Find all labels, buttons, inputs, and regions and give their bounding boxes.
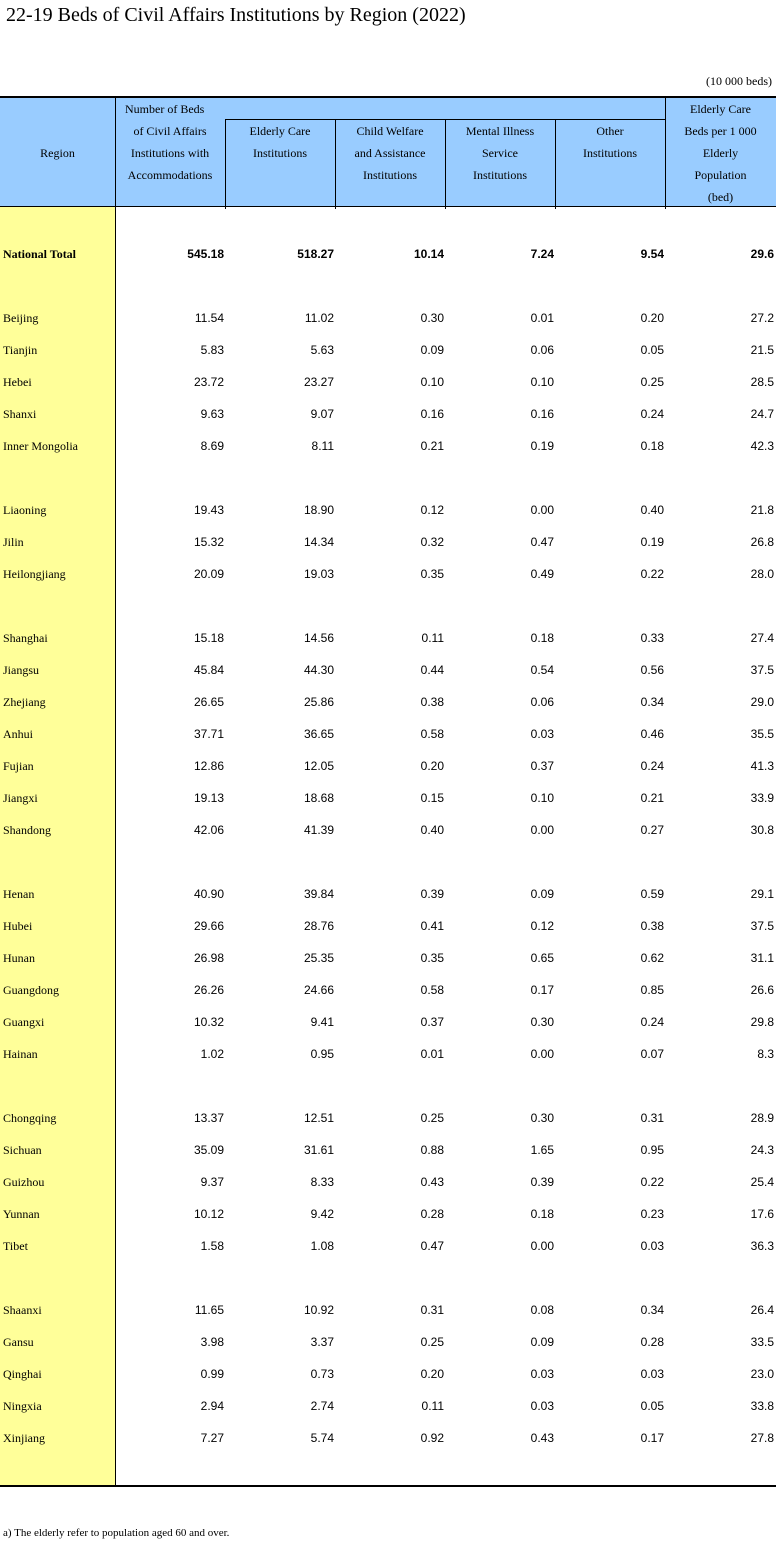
table-row [0, 500, 776, 520]
value-cell: 0.17 [530, 983, 554, 997]
value-cell: 0.05 [640, 343, 664, 357]
value-cell: 42.06 [193, 823, 224, 837]
value-cell: 7.27 [200, 1431, 224, 1445]
value-cell: 0.58 [420, 983, 444, 997]
value-cell: 0.54 [530, 663, 554, 677]
value-cell: 0.12 [420, 503, 444, 517]
region-cell: Gansu [3, 1335, 34, 1349]
header-region: Region [40, 146, 75, 160]
table-row [0, 948, 776, 968]
value-cell: 0.30 [530, 1111, 554, 1125]
value-cell: 0.19 [530, 439, 554, 453]
header-per1000-line: Elderly [702, 146, 739, 160]
value-cell: 9.37 [200, 1175, 224, 1189]
table-header [0, 96, 776, 207]
table-row [0, 660, 776, 680]
region-cell: Henan [3, 887, 35, 901]
header-child-line: Child Welfare [356, 124, 424, 138]
table-row [0, 1140, 776, 1160]
value-cell: 5.63 [310, 343, 334, 357]
value-cell: 26.26 [193, 983, 224, 997]
value-cell: 41.39 [303, 823, 334, 837]
table-row [0, 916, 776, 936]
table-row [0, 1332, 776, 1352]
value-cell: 23.27 [303, 375, 334, 389]
table-row [0, 1428, 776, 1448]
value-cell: 0.00 [530, 823, 554, 837]
value-cell: 24.66 [303, 983, 334, 997]
region-cell: National Total [3, 247, 77, 261]
table-row [0, 1204, 776, 1224]
value-cell: 0.24 [640, 1015, 664, 1029]
value-cell: 11.02 [304, 311, 334, 325]
value-cell: 0.25 [420, 1111, 444, 1125]
table-row [0, 1172, 776, 1192]
table-row [0, 884, 776, 904]
value-cell: 30.8 [750, 823, 774, 837]
value-cell: 0.03 [640, 1239, 664, 1253]
region-cell: Beijing [3, 311, 39, 325]
value-cell: 26.65 [193, 695, 224, 709]
value-cell: 11.54 [194, 311, 224, 325]
value-cell: 0.23 [640, 1207, 664, 1221]
value-cell: 31.1 [750, 951, 774, 965]
value-cell: 9.54 [640, 247, 664, 261]
value-cell: 8.69 [200, 439, 224, 453]
value-cell: 33.8 [750, 1399, 774, 1413]
value-cell: 0.18 [530, 631, 554, 645]
value-cell: 0.35 [420, 567, 444, 581]
region-cell: Tibet [3, 1239, 28, 1253]
value-cell: 0.21 [420, 439, 444, 453]
table-row [0, 1044, 776, 1064]
region-cell: Guangdong [3, 983, 59, 997]
value-cell: 44.30 [303, 663, 334, 677]
value-cell: 0.22 [640, 567, 664, 581]
value-cell: 12.05 [303, 759, 334, 773]
header-elderly-line: Elderly Care [249, 124, 311, 138]
value-cell: 1.02 [200, 1047, 224, 1061]
value-cell: 23.72 [193, 375, 224, 389]
value-cell: 1.58 [200, 1239, 224, 1253]
value-cell: 45.84 [193, 663, 224, 677]
value-cell: 0.18 [530, 1207, 554, 1221]
table-row [0, 1364, 776, 1384]
value-cell: 0.03 [530, 1367, 554, 1381]
value-cell: 19.43 [193, 503, 224, 517]
value-cell: 0.17 [640, 1431, 664, 1445]
value-cell: 0.06 [530, 695, 554, 709]
value-cell: 28.5 [750, 375, 774, 389]
value-cell: 0.47 [530, 535, 554, 549]
value-cell: 10.92 [303, 1303, 334, 1317]
region-cell: Tianjin [3, 343, 38, 357]
header-total-line: Accommodations [127, 168, 213, 182]
value-cell: 2.74 [310, 1399, 334, 1413]
value-cell: 0.37 [530, 759, 554, 773]
region-cell: Ningxia [3, 1399, 42, 1413]
value-cell: 29.8 [750, 1015, 774, 1029]
value-cell: 0.59 [640, 887, 664, 901]
value-cell: 2.94 [200, 1399, 224, 1413]
value-cell: 9.41 [310, 1015, 334, 1029]
value-cell: 17.6 [750, 1207, 774, 1221]
region-cell: Shanxi [3, 407, 37, 421]
table-row [0, 532, 776, 552]
region-cell: Jiangsu [3, 663, 39, 677]
value-cell: 37.71 [193, 727, 224, 741]
table-row [0, 404, 776, 424]
value-cell: 0.10 [530, 791, 554, 805]
region-cell: Liaoning [3, 503, 47, 517]
region-cell: Guizhou [3, 1175, 45, 1189]
value-cell: 0.01 [530, 311, 554, 325]
value-cell: 0.20 [420, 1367, 444, 1381]
region-cell: Shandong [3, 823, 51, 837]
value-cell: 0.88 [420, 1143, 444, 1157]
value-cell: 27.2 [750, 311, 774, 325]
value-cell: 0.46 [640, 727, 664, 741]
value-cell: 40.90 [193, 887, 224, 901]
value-cell: 0.43 [420, 1175, 444, 1189]
value-cell: 21.5 [750, 343, 774, 357]
value-cell: 31.61 [303, 1143, 334, 1157]
value-cell: 36.65 [303, 727, 334, 741]
region-cell: Guangxi [3, 1015, 45, 1029]
value-cell: 13.37 [193, 1111, 224, 1125]
value-cell: 0.38 [640, 919, 664, 933]
value-cell: 37.5 [750, 919, 774, 933]
value-cell: 0.11 [421, 631, 444, 645]
region-cell: Hunan [3, 951, 35, 965]
value-cell: 3.37 [310, 1335, 334, 1349]
value-cell: 9.07 [310, 407, 334, 421]
value-cell: 0.49 [530, 567, 554, 581]
value-cell: 0.25 [640, 375, 664, 389]
value-cell: 14.34 [303, 535, 334, 549]
table-row [0, 628, 776, 648]
value-cell: 0.95 [310, 1047, 334, 1061]
header-child [335, 120, 445, 186]
header-per1000-line: Beds per 1 000 [684, 124, 757, 138]
value-cell: 23.0 [750, 1367, 774, 1381]
header-bottom-line [0, 206, 776, 207]
header-child-line: Institutions [362, 168, 417, 182]
value-cell: 0.34 [640, 1303, 664, 1317]
value-cell: 29.1 [750, 887, 774, 901]
region-cell: Hainan [3, 1047, 38, 1061]
value-cell: 0.06 [530, 343, 554, 357]
header-mental [445, 120, 555, 186]
value-cell: 33.9 [750, 791, 774, 805]
value-cell: 0.43 [530, 1431, 554, 1445]
table-row [0, 724, 776, 744]
footnote: a) The elderly refer to population aged 60 and over. [3, 1527, 230, 1539]
value-cell: 26.4 [750, 1303, 774, 1317]
value-cell: 3.98 [200, 1335, 224, 1349]
value-cell: 0.30 [420, 311, 444, 325]
value-cell: 29.6 [750, 247, 774, 261]
value-cell: 28.9 [750, 1111, 774, 1125]
value-cell: 0.19 [640, 535, 664, 549]
value-cell: 15.18 [193, 631, 224, 645]
value-cell: 25.86 [303, 695, 334, 709]
value-cell: 0.25 [420, 1335, 444, 1349]
value-cell: 29.66 [193, 919, 224, 933]
value-cell: 0.95 [640, 1143, 664, 1157]
region-cell: Qinghai [3, 1367, 42, 1381]
value-cell: 0.09 [530, 1335, 554, 1349]
value-cell: 0.08 [530, 1303, 554, 1317]
value-cell: 0.39 [420, 887, 444, 901]
value-cell: 0.24 [640, 759, 664, 773]
value-cell: 5.74 [310, 1431, 334, 1445]
table-row [0, 340, 776, 360]
value-cell: 0.33 [640, 631, 664, 645]
value-cell: 35.09 [193, 1143, 224, 1157]
value-cell: 18.68 [303, 791, 334, 805]
table-row [0, 308, 776, 328]
region-cell: Zhejiang [3, 695, 46, 709]
value-cell: 0.41 [420, 919, 444, 933]
value-cell: 28.76 [303, 919, 334, 933]
value-cell: 0.31 [420, 1303, 444, 1317]
value-cell: 0.00 [530, 1047, 554, 1061]
region-cell: Sichuan [3, 1143, 42, 1157]
value-cell: 0.15 [420, 791, 444, 805]
value-cell: 10.12 [193, 1207, 224, 1221]
value-cell: 7.24 [530, 247, 554, 261]
value-cell: 35.5 [750, 727, 774, 741]
value-cell: 0.18 [640, 439, 664, 453]
value-cell: 0.65 [530, 951, 554, 965]
value-cell: 0.07 [640, 1047, 664, 1061]
value-cell: 0.05 [640, 1399, 664, 1413]
table-row [0, 564, 776, 584]
region-cell: Fujian [3, 759, 34, 773]
value-cell: 26.6 [750, 983, 774, 997]
unit-label: (10 000 beds) [706, 74, 772, 88]
value-cell: 19.03 [303, 567, 334, 581]
value-cell: 0.44 [420, 663, 444, 677]
value-cell: 11.65 [194, 1303, 224, 1317]
value-cell: 24.7 [750, 407, 774, 421]
header-per1000-line: Elderly Care [690, 102, 751, 116]
value-cell: 9.42 [310, 1207, 334, 1221]
value-cell: 0.30 [530, 1015, 554, 1029]
value-cell: 5.83 [200, 343, 224, 357]
table-row [0, 1236, 776, 1256]
value-cell: 0.32 [420, 535, 444, 549]
value-cell: 8.33 [310, 1175, 334, 1189]
value-cell: 0.35 [420, 951, 444, 965]
value-cell: 1.08 [310, 1239, 334, 1253]
value-cell: 0.12 [530, 919, 554, 933]
value-cell: 25.35 [303, 951, 334, 965]
value-cell: 18.90 [303, 503, 334, 517]
value-cell: 0.16 [420, 407, 444, 421]
header-total-line: Number of Beds [125, 102, 205, 116]
value-cell: 0.03 [530, 1399, 554, 1413]
value-cell: 29.0 [750, 695, 774, 709]
table-row [0, 980, 776, 1000]
value-cell: 12.86 [193, 759, 224, 773]
value-cell: 10.14 [413, 247, 444, 261]
value-cell: 0.09 [420, 343, 444, 357]
table-row [0, 1012, 776, 1032]
region-column-background [0, 207, 115, 1485]
column-divider [115, 207, 116, 1485]
value-cell: 10.32 [193, 1015, 224, 1029]
header-elderly [225, 120, 335, 164]
value-cell: 0.28 [420, 1207, 444, 1221]
region-cell: Chongqing [3, 1111, 57, 1125]
header-per1000-line: (bed) [707, 190, 734, 204]
value-cell: 15.32 [193, 535, 224, 549]
header-other-line: Other [596, 124, 624, 138]
value-cell: 0.39 [530, 1175, 554, 1189]
value-cell: 0.20 [640, 311, 664, 325]
value-cell: 0.21 [640, 791, 664, 805]
value-cell: 0.20 [420, 759, 444, 773]
region-cell: Shaanxi [3, 1303, 42, 1317]
region-cell: Hubei [3, 919, 33, 933]
region-cell: Xinjiang [3, 1431, 45, 1445]
table-row [0, 244, 776, 264]
region-cell: Anhui [3, 727, 33, 741]
table-row [0, 756, 776, 776]
value-cell: 0.03 [640, 1367, 664, 1381]
value-cell: 0.62 [640, 951, 664, 965]
value-cell: 0.16 [530, 407, 554, 421]
table-row [0, 692, 776, 712]
value-cell: 19.13 [193, 791, 224, 805]
value-cell: 545.18 [187, 247, 224, 261]
region-cell: Shanghai [3, 631, 48, 645]
value-cell: 27.8 [750, 1431, 774, 1445]
table-row [0, 1108, 776, 1128]
region-cell: Jiangxi [3, 791, 38, 805]
value-cell: 25.4 [750, 1175, 774, 1189]
value-cell: 0.92 [420, 1431, 444, 1445]
value-cell: 8.11 [311, 439, 334, 453]
value-cell: 0.10 [530, 375, 554, 389]
value-cell: 0.31 [640, 1111, 664, 1125]
header-elderly-line: Institutions [252, 146, 307, 160]
region-cell: Yunnan [3, 1207, 40, 1221]
value-cell: 0.27 [640, 823, 664, 837]
table-bottom-line [0, 1485, 776, 1487]
value-cell: 0.22 [640, 1175, 664, 1189]
table-row [0, 1396, 776, 1416]
value-cell: 42.3 [750, 439, 774, 453]
table-row [0, 788, 776, 808]
value-cell: 14.56 [303, 631, 334, 645]
value-cell: 0.11 [421, 1399, 444, 1413]
value-cell: 0.73 [310, 1367, 334, 1381]
table-row [0, 1300, 776, 1320]
value-cell: 0.40 [420, 823, 444, 837]
value-cell: 9.63 [200, 407, 224, 421]
page-title: 22-19 Beds of Civil Affairs Institutions by Region (2022) [6, 4, 466, 26]
value-cell: 0.37 [420, 1015, 444, 1029]
value-cell: 33.5 [750, 1335, 774, 1349]
value-cell: 0.85 [640, 983, 664, 997]
region-cell: Jilin [3, 535, 24, 549]
value-cell: 0.01 [420, 1047, 444, 1061]
header-other [555, 120, 665, 164]
value-cell: 28.0 [750, 567, 774, 581]
value-cell: 0.09 [530, 887, 554, 901]
header-mental-line: Mental Illness [465, 124, 535, 138]
value-cell: 36.3 [750, 1239, 774, 1253]
value-cell: 0.47 [420, 1239, 444, 1253]
region-cell: Inner Mongolia [3, 439, 78, 453]
table-row [0, 372, 776, 392]
header-total [115, 98, 225, 186]
value-cell: 26.98 [193, 951, 224, 965]
header-per1000 [665, 98, 776, 208]
value-cell: 12.51 [303, 1111, 334, 1125]
header-total-line: of Civil Affairs [133, 124, 207, 138]
value-cell: 0.40 [640, 503, 664, 517]
table-row [0, 436, 776, 456]
header-mental-line: Institutions [472, 168, 527, 182]
header-mental-line: Service [482, 146, 518, 160]
value-cell: 41.3 [750, 759, 774, 773]
value-cell: 0.03 [530, 727, 554, 741]
value-cell: 0.00 [530, 1239, 554, 1253]
header-other-line: Institutions [582, 146, 637, 160]
value-cell: 26.8 [750, 535, 774, 549]
value-cell: 1.65 [530, 1143, 554, 1157]
value-cell: 39.84 [303, 887, 334, 901]
value-cell: 0.28 [640, 1335, 664, 1349]
value-cell: 0.34 [640, 695, 664, 709]
value-cell: 20.09 [193, 567, 224, 581]
value-cell: 27.4 [750, 631, 774, 645]
value-cell: 8.3 [757, 1047, 774, 1061]
value-cell: 37.5 [750, 663, 774, 677]
header-per1000-line: Population [694, 168, 747, 182]
value-cell: 0.10 [420, 375, 444, 389]
header-child-line: and Assistance [354, 146, 426, 160]
value-cell: 0.58 [420, 727, 444, 741]
value-cell: 24.3 [750, 1143, 774, 1157]
header-total-line: Institutions with [130, 146, 210, 160]
value-cell: 0.38 [420, 695, 444, 709]
value-cell: 0.24 [640, 407, 664, 421]
value-cell: 518.27 [297, 247, 334, 261]
value-cell: 0.00 [530, 503, 554, 517]
region-cell: Hebei [3, 375, 32, 389]
value-cell: 0.99 [200, 1367, 224, 1381]
value-cell: 21.8 [750, 503, 774, 517]
region-cell: Heilongjiang [3, 567, 66, 581]
value-cell: 0.56 [640, 663, 664, 677]
table-row [0, 820, 776, 840]
